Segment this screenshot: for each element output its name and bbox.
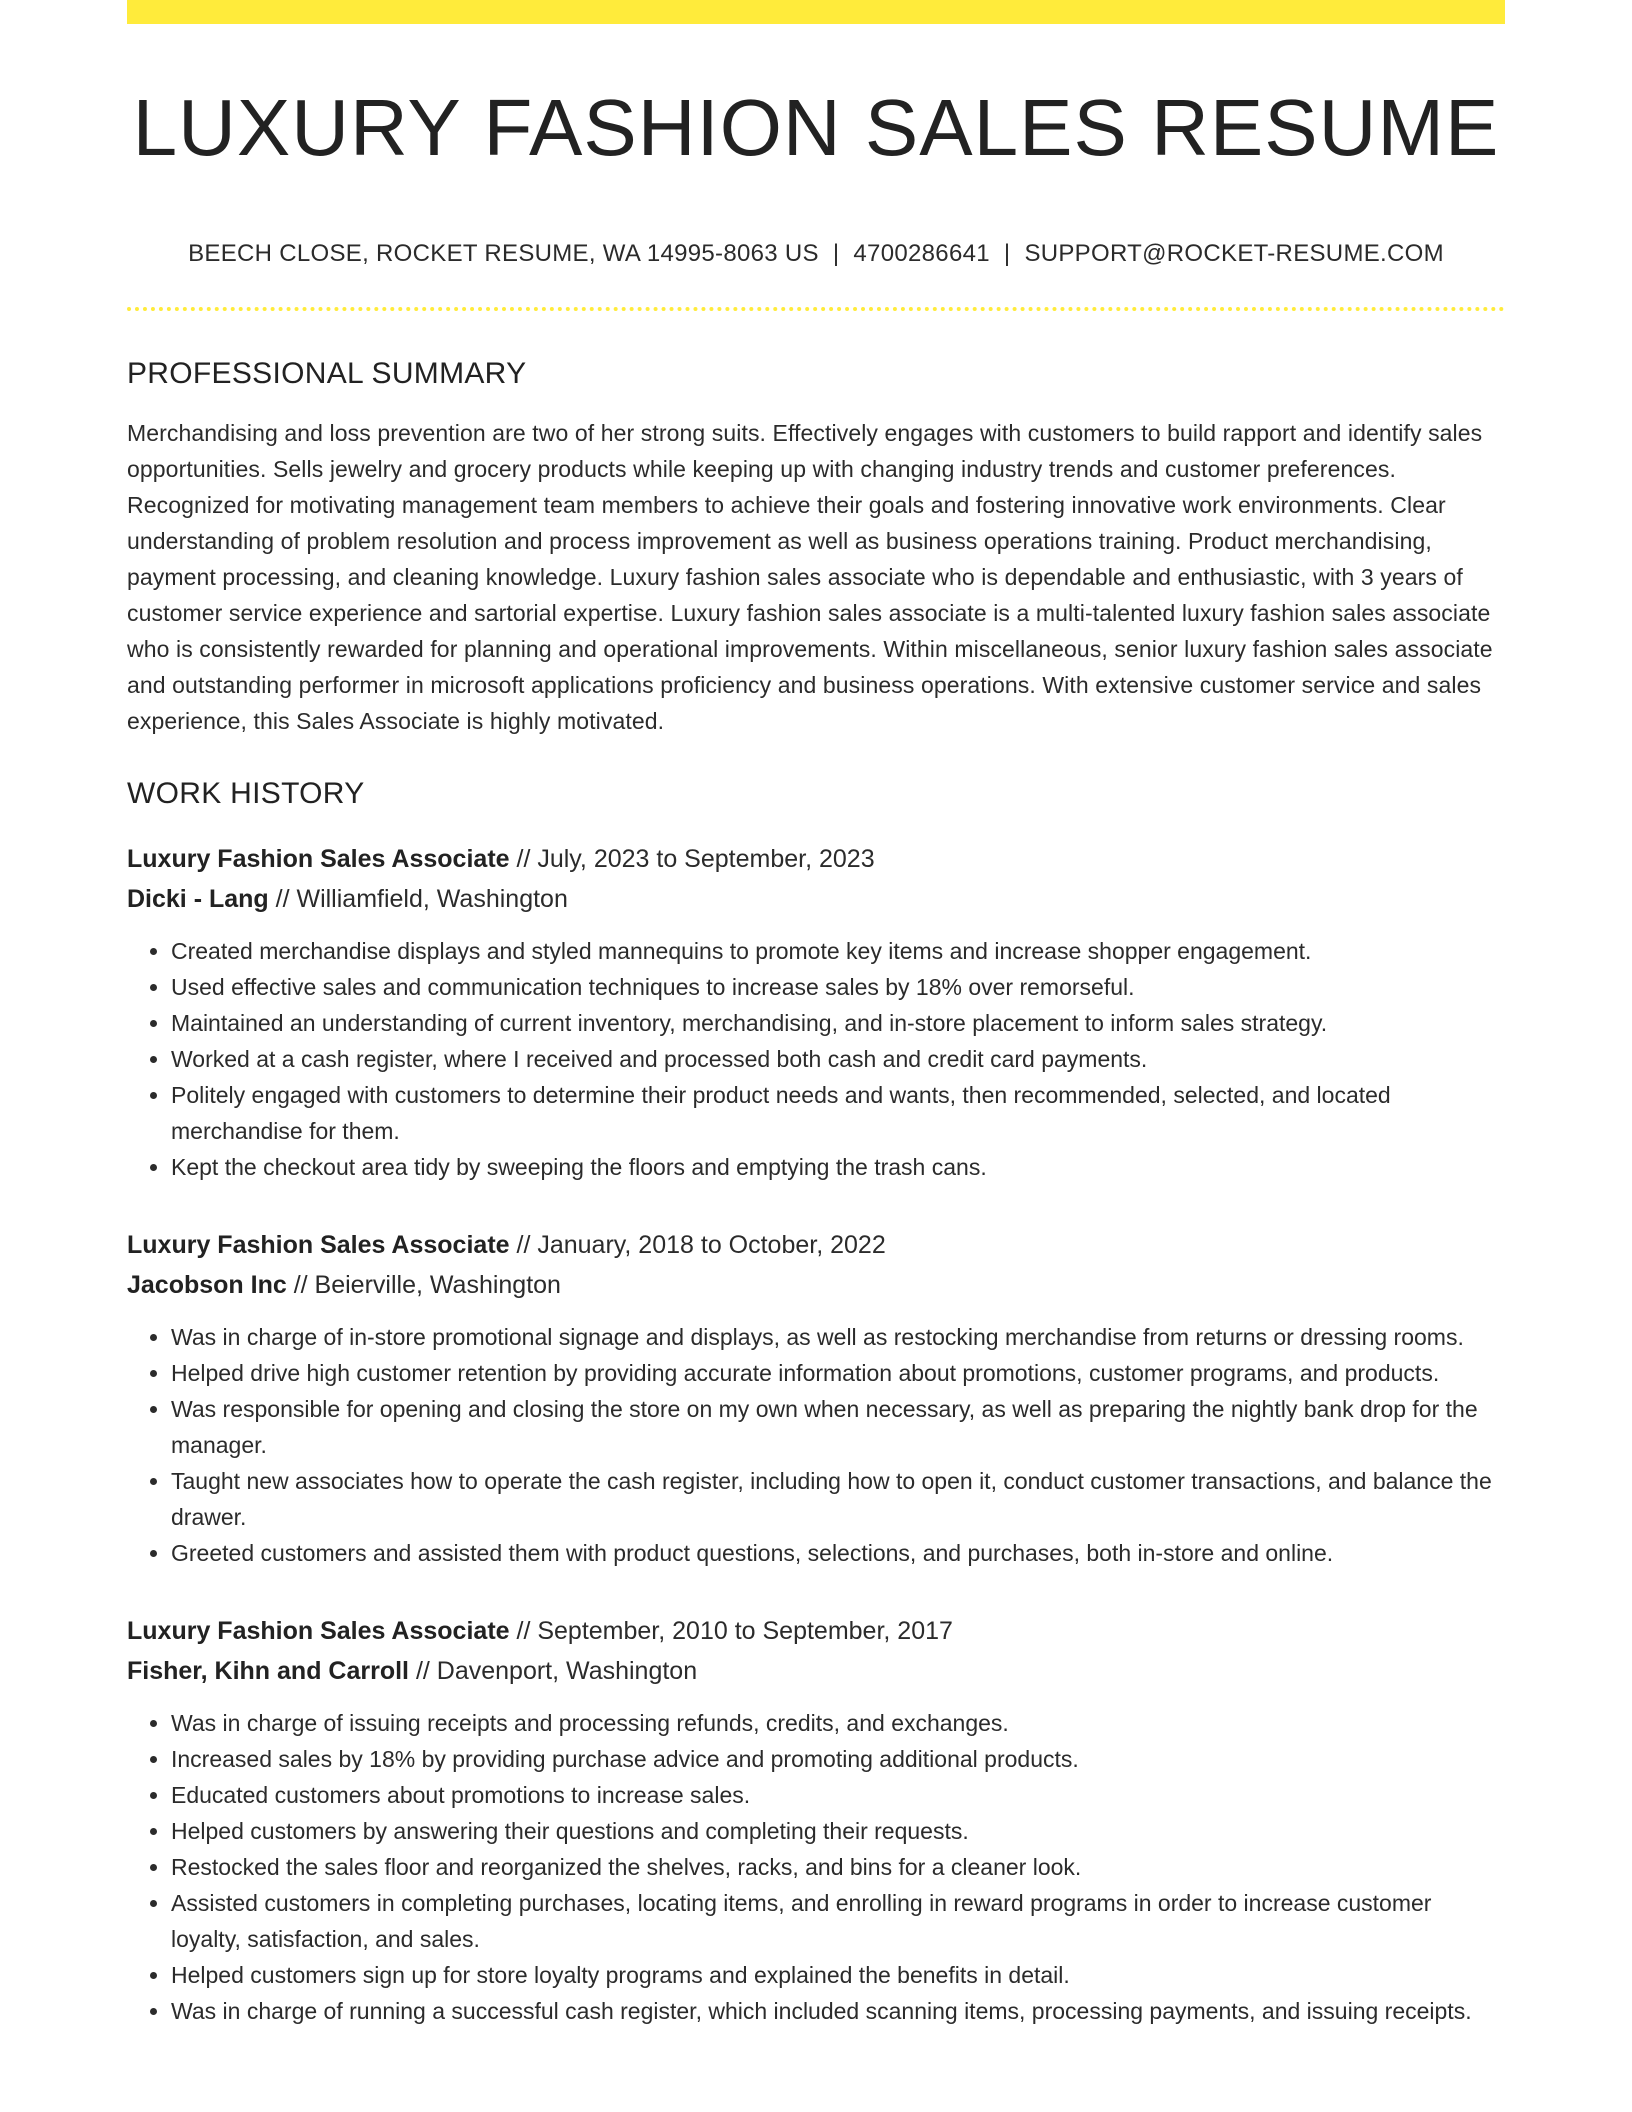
job-bullet: • Kept the checkout area tidy by sweeping the floors and emptying the trash cans. [171,1149,1505,1185]
top-accent-bar [127,0,1505,24]
job-role: Luxury Fashion Sales Associate [127,1616,510,1645]
job-bullet: • Was responsible for opening and closing the store on my own when necessary, as well as preparing the nightly bank drop for the manager. [171,1391,1505,1463]
job-bullet: • Assisted customers in completing purchases, locating items, and enrolling in reward programs in order to increase customer loyalty, satisfaction, and sales. [171,1885,1505,1957]
job-bullet-list [127,1705,1505,2029]
job-company-line [127,879,1505,919]
job-bullet: • Was in charge of issuing receipts and processing refunds, credits, and exchanges. [171,1705,1505,1741]
job-bullet-list [127,1319,1505,1571]
job-company: Dicki - Lang [127,884,269,913]
job-company: Fisher, Kihn and Carroll [127,1656,409,1685]
job-bullet: • Worked at a cash register, where I received and processed both cash and credit card payments. [171,1041,1505,1077]
resume-title: LUXURY FASHION SALES RESUME [132,83,1500,172]
job-bullet: • Helped drive high customer retention by providing accurate information about promotions, customer programs, and products. [171,1355,1505,1391]
job-bullet: • Created merchandise displays and styled mannequins to promote key items and increase shopper engagement. [171,933,1505,969]
job-bullet: • Restocked the sales floor and reorganized the shelves, racks, and bins for a cleaner look. [171,1849,1505,1885]
contact-line [127,240,1505,269]
job-bullet: • Was in charge of in-store promotional signage and displays, as well as restocking merchandise from returns or dressing rooms. [171,1319,1505,1355]
contact-phone: 4700286641 [853,240,990,267]
job-bullet: • Increased sales by 18% by providing purchase advice and promoting additional products. [171,1741,1505,1777]
job-entry [127,839,1505,1185]
job-bullet: • Greeted customers and assisted them with product questions, selections, and purchases, both in-store and online. [171,1535,1505,1571]
work-history-list [127,839,1505,2029]
job-dates: // September, 2010 to September, 2017 [509,1616,953,1645]
job-entry [127,1225,1505,1571]
job-title-line [127,839,1505,879]
job-bullet: • Taught new associates how to operate the cash register, including how to open it, conduct customer transactions, and balance the drawer. [171,1463,1505,1535]
contact-email[interactable]: SUPPORT@ROCKET-RESUME.COM [1024,240,1444,267]
work-history-heading: WORK HISTORY [127,776,365,810]
job-company: Jacobson Inc [127,1270,287,1299]
job-company-line [127,1651,1505,1691]
contact-separator: | [1003,240,1011,267]
dotted-divider [127,307,1505,311]
job-location: // Davenport, Washington [409,1656,698,1685]
resume-page [127,0,1505,2029]
job-bullet: • Educated customers about promotions to increase sales. [171,1777,1505,1813]
job-entry [127,1611,1505,2029]
contact-address: BEECH CLOSE, ROCKET RESUME, WA 14995-8063 US [188,240,819,267]
job-title-line [127,1611,1505,1651]
contact-separator: | [832,240,840,267]
job-bullet-list [127,933,1505,1185]
job-location: // Williamfield, Washington [268,884,568,913]
job-bullet: • Helped customers sign up for store loyalty programs and explained the benefits in detail. [171,1957,1505,1993]
job-bullet: • Maintained an understanding of current inventory, merchandising, and in-store placement to inform sales strategy. [171,1005,1505,1041]
summary-heading: PROFESSIONAL SUMMARY [127,356,527,390]
job-dates: // January, 2018 to October, 2022 [509,1230,886,1259]
job-bullet: • Was in charge of running a successful cash register, which included scanning items, processing payments, and issuing receipts. [171,1993,1505,2029]
job-bullet: • Politely engaged with customers to determine their product needs and wants, then recommended, selected, and located merchandise for them. [171,1077,1505,1149]
summary-text: Merchandising and loss prevention are two of her strong suits. Effectively engages with customers to build rapport and identify sales opportunities. Sells jewelry and grocery products while keeping up with changing industry trends and customer preferences. Recognized for motivating management team members to achieve their goals and fostering innovative work environments. Clear understanding of problem resolution and process improvement as well as business operations training. Product merchandising, payment processing, and cleaning knowledge. Luxury fashion sales associate who is dependable and enthusiastic, with 3 years of customer service experience and sartorial expertise. Luxury fashion sales associate is a multi-talented luxury fashion sales associate who is consistently rewarded for planning and operational improvements. Within miscellaneous, senior luxury fashion sales associate and outstanding performer in microsoft applications proficiency and business operations. With extensive customer service and sales experience, this Sales Associate is highly motivated. [127,419,1493,734]
job-location: // Beierville, Washington [286,1270,561,1299]
job-role: Luxury Fashion Sales Associate [127,844,510,873]
job-bullet: • Used effective sales and communication techniques to increase sales by 18% over remorseful. [171,969,1505,1005]
job-dates: // July, 2023 to September, 2023 [509,844,875,873]
job-bullet: • Helped customers by answering their questions and completing their requests. [171,1813,1505,1849]
job-company-line [127,1265,1505,1305]
job-title-line [127,1225,1505,1265]
job-role: Luxury Fashion Sales Associate [127,1230,510,1259]
